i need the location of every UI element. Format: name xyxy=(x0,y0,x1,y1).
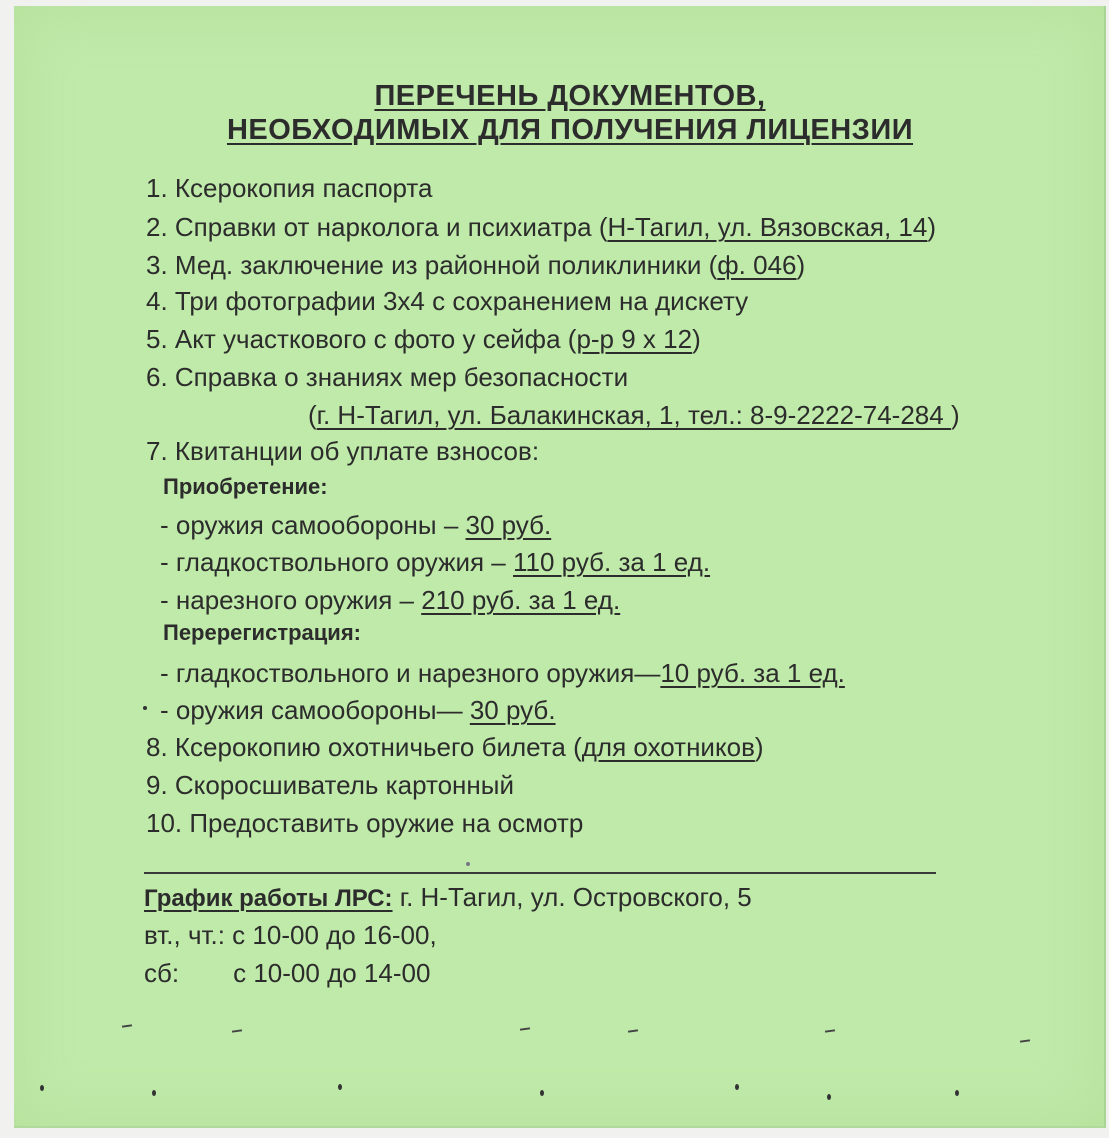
scan-speck xyxy=(232,1029,242,1032)
list-item-1: 1. Ксерокопия паспорта xyxy=(146,173,433,203)
scan-speck xyxy=(1020,1039,1030,1042)
list-item-6: 6. Справка о знаниях мер безопасности xyxy=(146,362,629,392)
schedule-label: График работы ЛРС: xyxy=(144,885,393,912)
schedule-saturday: сб: с 10-00 до 14-00 xyxy=(144,958,431,988)
scan-speck xyxy=(827,1094,831,1100)
form-number: ф. 046 xyxy=(717,250,797,280)
scan-speck xyxy=(338,1084,342,1090)
fee-row: - оружия самообороны – 30 руб. xyxy=(160,510,552,540)
scan-speck xyxy=(40,1085,44,1091)
fee-row: - гладкоствольного оружия – 110 руб. за 1 ед. xyxy=(160,547,711,577)
fee-row: - нарезного оружия – 210 руб. за 1 ед. xyxy=(160,585,621,615)
scan-speck xyxy=(825,1029,835,1032)
list-item-4: 4. Три фотографии 3х4 с сохранением на дискету xyxy=(146,286,749,316)
scan-speck xyxy=(520,1027,530,1030)
scan-speck xyxy=(466,862,470,866)
scan-speck xyxy=(735,1084,739,1090)
scan-speck xyxy=(152,1090,156,1096)
scan-speck xyxy=(122,1024,132,1027)
scan-speck xyxy=(628,1029,638,1032)
list-item-8: 8. Ксерокопию охотничьего билета (для охотников) xyxy=(146,732,764,762)
list-item-7: 7. Квитанции об уплате взносов: xyxy=(146,436,540,466)
schedule-weekdays: вт., чт.: с 10-00 до 16-00, xyxy=(144,920,437,950)
list-item-5: 5. Акт участкового с фото у сейфа (р-р 9 х 12) xyxy=(146,324,701,354)
scan-speck xyxy=(143,706,147,710)
narcologist-address: Н-Тагил, ул. Вязовская, 14 xyxy=(607,212,928,242)
schedule-address-line: График работы ЛРС: г. Н-Тагил, ул. Островского, 5 xyxy=(144,882,752,912)
scan-speck xyxy=(540,1090,544,1096)
safety-course-address: г. Н-Тагил, ул. Балакинская, 1, тел.: 8-9-2222-74-284 xyxy=(316,400,951,430)
list-item-2: 2. Справки от нарколога и психиатра (Н-Тагил, ул. Вязовская, 14) xyxy=(146,212,937,242)
separator-rule xyxy=(144,872,936,874)
title-line-1: ПЕРЕЧЕНЬ ДОКУМЕНТОВ, xyxy=(374,80,766,112)
list-item-9: 9. Скоросшиватель картонный xyxy=(146,770,514,800)
list-item-6-address: (г. Н-Тагил, ул. Балакинская, 1, тел.: 8-9-2222-74-284 ) xyxy=(308,400,960,430)
list-item-3: 3. Мед. заключение из районной поликлиники (ф. 046) xyxy=(146,250,806,280)
reregistration-heading: Перерегистрация: xyxy=(163,620,361,645)
fee-row: - оружия самообороны— 30 руб. xyxy=(160,695,556,725)
fee-row: - гладкоствольного и нарезного оружия—10 руб. за 1 ед. xyxy=(160,658,845,688)
list-item-10: 10. Предоставить оружие на осмотр xyxy=(146,808,584,838)
hunters-note: для охотников xyxy=(581,732,755,762)
scan-speck xyxy=(955,1090,959,1096)
photo-size: р-р 9 х 12 xyxy=(576,324,693,354)
title-line-2: НЕОБХОДИМЫХ ДЛЯ ПОЛУЧЕНИЯ ЛИЦЕНЗИИ xyxy=(226,114,914,146)
acquisition-heading: Приобретение: xyxy=(163,474,328,499)
